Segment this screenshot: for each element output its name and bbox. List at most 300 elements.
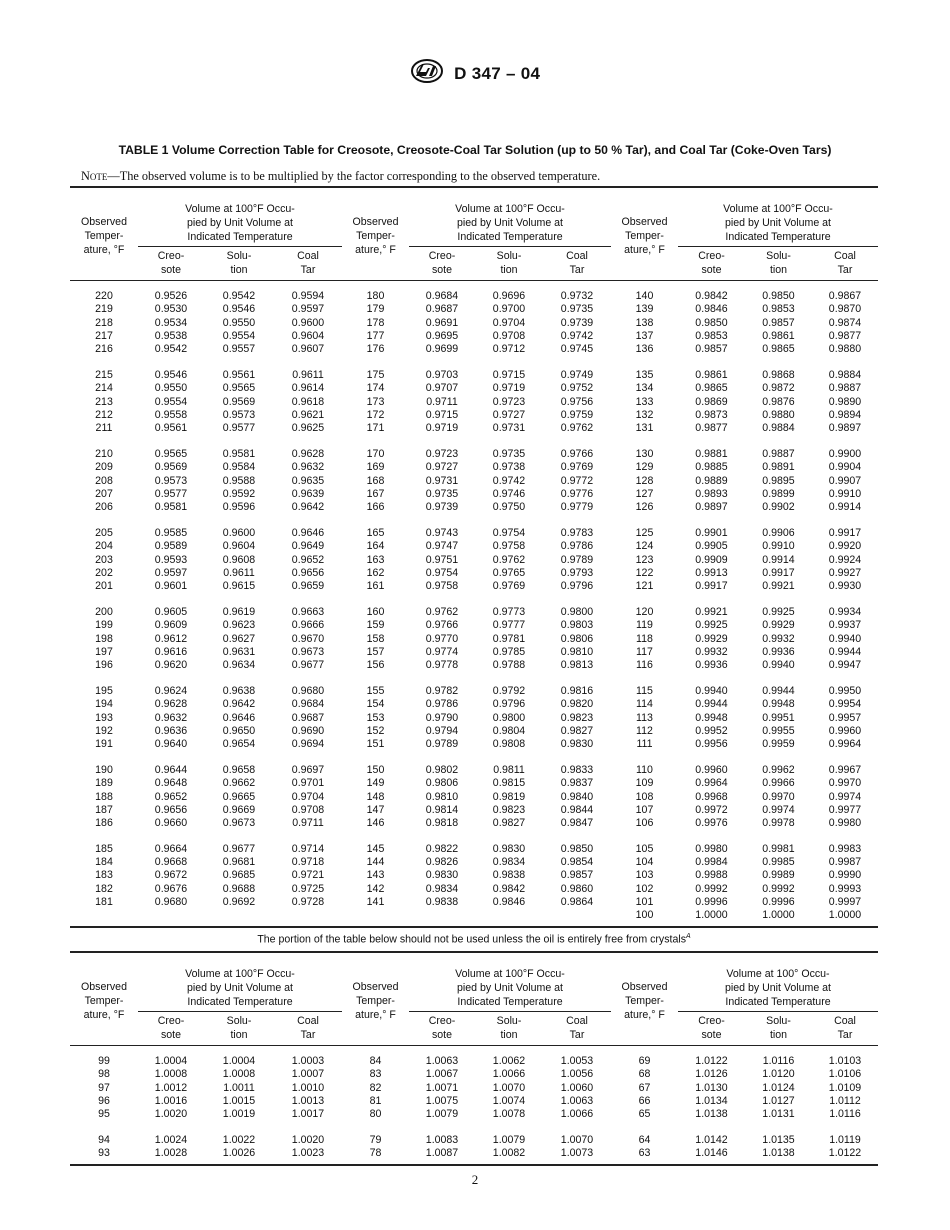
factor-cell: 0.9838 [492, 869, 526, 882]
temperature-cell: 186 [95, 817, 113, 830]
spacer-row [70, 830, 878, 843]
factor-cell: 0.9738 [492, 461, 526, 474]
factor-cell: 1.0016 [154, 1094, 188, 1107]
factor-cell: 0.9887 [762, 447, 795, 460]
table-row [70, 685, 878, 698]
observed-temperature-header-line: Temper- [84, 230, 124, 242]
solution-header-line: tion [769, 1029, 788, 1041]
volume-header-line: pied by Unit Volume at [725, 982, 831, 994]
temperature-cell: 166 [366, 501, 385, 514]
factor-cell: 0.9612 [154, 632, 188, 645]
factor-cell: 0.9951 [762, 711, 795, 724]
temperature-cell: 199 [95, 619, 113, 632]
factor-cell: 1.0063 [560, 1094, 594, 1107]
temperature-cell: 135 [635, 368, 654, 381]
factor-cell: 0.9838 [425, 896, 459, 909]
temperature-cell: 185 [95, 842, 113, 855]
factor-cell: 0.9789 [560, 553, 594, 566]
factor-cell: 0.9842 [695, 290, 728, 302]
factor-cell: 0.9988 [695, 869, 728, 882]
creosote-header [409, 247, 475, 281]
factor-cell: 0.9746 [492, 487, 526, 500]
factor-cell: 1.0116 [762, 1055, 795, 1067]
table-row [70, 330, 878, 343]
factor-cell: 0.9844 [560, 803, 594, 816]
creosote-header-line: sote [701, 264, 722, 276]
factor-cell: 0.9615 [222, 580, 256, 593]
volume-header-line: Volume at 100°F Occu- [723, 203, 833, 215]
factor-cell: 0.9690 [291, 724, 325, 737]
factor-cell: 0.9614 [291, 382, 325, 395]
factor-cell: 0.9806 [560, 632, 594, 645]
factor-cell: 0.9581 [154, 501, 188, 514]
factor-cell: 0.9967 [828, 763, 862, 776]
factor-cell: 0.9711 [426, 395, 458, 408]
factor-cell: 1.0146 [678, 1147, 745, 1164]
creosote-header-line: sote [160, 1029, 182, 1041]
factor-cell: 0.9980 [828, 817, 862, 830]
factor-cell: 0.9996 [695, 896, 728, 909]
temperature-cell: 190 [95, 763, 113, 776]
factor-cell: 0.9950 [828, 684, 862, 697]
observed-temperature-header-line: Temper- [625, 230, 664, 242]
factor-cell: 0.9558 [154, 408, 188, 421]
header-row [70, 952, 878, 1012]
table-row [70, 1055, 878, 1068]
factor-cell: 0.9569 [154, 461, 188, 474]
volume-header [138, 952, 342, 1012]
factor-cell: 0.9827 [560, 724, 594, 737]
factor-cell: 0.9687 [425, 303, 459, 316]
table-row [70, 580, 878, 593]
factor-cell: 0.9847 [560, 817, 594, 830]
factor-cell: 1.0070 [560, 1133, 594, 1146]
observed-temperature-header-line: ature, °F [83, 244, 125, 256]
temperature-cell: 143 [366, 869, 385, 882]
factor-cell: 0.9937 [828, 619, 862, 632]
factor-cell: 0.9550 [222, 316, 256, 329]
factor-cell [204, 909, 274, 926]
factor-cell: 0.9974 [762, 803, 795, 816]
temperature-cell: 219 [95, 303, 113, 316]
volume-correction-table-1 [70, 186, 878, 928]
factor-cell: 1.0078 [492, 1108, 526, 1121]
factor-cell: 0.9914 [828, 501, 862, 514]
factor-cell: 0.9944 [695, 698, 728, 711]
factor-cell: 0.9684 [291, 698, 325, 711]
volume-header-line: pied by Unit Volume at [457, 217, 563, 229]
temperature-cell: 80 [369, 1108, 382, 1121]
factor-cell: 0.9694 [291, 738, 325, 751]
observed-temperature-header [342, 952, 409, 1046]
table-row [70, 712, 878, 725]
temperature-cell: 132 [635, 408, 654, 421]
factor-cell: 0.9627 [222, 632, 256, 645]
factor-cell: 0.9864 [560, 896, 594, 909]
factor-cell [475, 909, 543, 926]
volume-header-line: Indicated Temperature [187, 231, 293, 243]
factor-cell: 0.9680 [291, 684, 325, 697]
factor-cell: 0.9635 [291, 474, 325, 487]
temperature-cell: 118 [636, 632, 653, 645]
temperature-cell: 134 [635, 382, 654, 395]
factor-cell: 0.9665 [222, 790, 256, 803]
factor-cell: 0.9616 [154, 645, 188, 658]
factor-cell: 0.9808 [492, 738, 526, 751]
temperature-cell: 140 [635, 290, 654, 302]
factor-cell: 0.9701 [291, 777, 325, 790]
factor-cell: 0.9786 [425, 698, 459, 711]
factor-cell: 0.9669 [222, 803, 256, 816]
factor-cell: 0.9708 [492, 329, 526, 342]
factor-cell: 0.9989 [762, 869, 795, 882]
table-row [70, 817, 878, 830]
factor-cell: 0.9822 [425, 842, 459, 855]
factor-cell: 1.0020 [291, 1133, 325, 1146]
temperature-cell: 214 [95, 382, 113, 395]
creosote-header [138, 1012, 204, 1046]
factor-cell: 0.9932 [695, 645, 728, 658]
table-row [70, 1068, 878, 1081]
factor-cell: 0.9642 [291, 501, 325, 514]
temperature-cell: 197 [95, 645, 113, 658]
temperature-cell: 216 [95, 343, 113, 356]
creosote-header-line: Creo- [428, 250, 456, 262]
factor-cell: 1.0004 [222, 1055, 256, 1067]
volume-correction-table-2 [70, 951, 878, 1166]
spacer-row [70, 751, 878, 764]
factor-cell: 0.9936 [695, 659, 728, 672]
temperature-cell: 112 [636, 724, 653, 737]
factor-cell: 0.9981 [762, 842, 795, 855]
solution-header [204, 247, 274, 281]
factor-cell: 0.9769 [560, 461, 594, 474]
factor-cell: 1.0070 [492, 1081, 526, 1094]
factor-cell: 0.9588 [222, 474, 256, 487]
table-row [70, 475, 878, 488]
creosote-header [678, 247, 745, 281]
factor-cell: 0.9811 [493, 763, 525, 776]
factor-cell: 0.9944 [762, 684, 795, 697]
factor-cell: 0.9534 [154, 316, 188, 329]
factor-cell: 0.9895 [762, 474, 795, 487]
factor-cell: 0.9917 [695, 580, 728, 593]
factor-cell: 0.9554 [154, 395, 188, 408]
coal-tar-header-line: Coal [297, 1015, 319, 1027]
temperature-cell: 131 [635, 422, 654, 435]
factor-cell: 0.9684 [425, 290, 459, 302]
solution-header-line: tion [500, 1029, 518, 1041]
table-row [70, 606, 878, 619]
factor-cell: 0.9680 [154, 896, 188, 909]
temperature-cell: 104 [635, 856, 654, 869]
volume-header-line: pied by Unit Volume at [725, 217, 831, 229]
temperature-cell: 82 [369, 1081, 382, 1094]
factor-cell: 0.9932 [762, 632, 795, 645]
temperature-cell: 127 [635, 487, 654, 500]
factor-cell: 1.0071 [425, 1081, 459, 1094]
temperature-cell: 95 [98, 1108, 110, 1121]
factor-cell: 1.0124 [762, 1081, 795, 1094]
factor-cell: 1.0013 [291, 1094, 325, 1107]
portion-warning [70, 933, 878, 946]
factor-cell: 0.9861 [695, 368, 728, 381]
coal-tar-header-line: Tar [300, 264, 316, 276]
volume-header-line: Volume at 100°F Occu- [455, 968, 565, 980]
temperature-cell: 194 [95, 698, 113, 711]
factor-cell: 0.9793 [560, 566, 594, 579]
temperature-cell: 99 [98, 1055, 110, 1067]
temperature-cell: 161 [366, 580, 385, 593]
temperature-cell: 160 [366, 605, 385, 618]
factor-cell: 0.9589 [154, 540, 188, 553]
temperature-cell: 178 [366, 316, 385, 329]
solution-header-line: tion [769, 264, 788, 276]
factor-cell: 0.9735 [492, 447, 526, 460]
factor-cell: 0.9930 [828, 580, 862, 593]
table-row [70, 698, 878, 711]
factor-cell: 0.9970 [762, 790, 795, 803]
factor-cell: 0.9921 [762, 580, 795, 593]
temperature-cell: 103 [635, 869, 654, 882]
factor-cell: 0.9929 [695, 632, 728, 645]
factor-cell: 0.9766 [425, 619, 459, 632]
factor-cell: 0.9772 [560, 474, 594, 487]
temperature-cell: 129 [635, 461, 654, 474]
creosote-header-line: Creo- [157, 250, 185, 262]
temperature-cell: 156 [366, 659, 385, 672]
factor-cell: 0.9649 [291, 540, 325, 553]
factor-cell: 0.9542 [222, 290, 256, 302]
factor-cell: 1.0119 [829, 1133, 861, 1146]
table-row [70, 448, 878, 461]
temperature-cell: 203 [95, 553, 113, 566]
factor-cell: 0.9940 [828, 632, 862, 645]
factor-cell: 0.9846 [695, 303, 728, 316]
factor-cell: 0.9834 [425, 882, 459, 895]
temperature-cell: 192 [95, 724, 113, 737]
factor-cell: 0.9940 [762, 659, 795, 672]
factor-cell: 0.9762 [425, 605, 459, 618]
temperature-cell: 205 [95, 526, 113, 539]
solution-header [475, 1012, 543, 1046]
factor-cell: 0.9656 [154, 803, 188, 816]
factor-cell: 1.0126 [695, 1068, 728, 1081]
temperature-cell: 164 [366, 540, 385, 553]
coal-tar-header-line: Tar [837, 1029, 853, 1041]
coal-tar-header-line: Coal [566, 1015, 588, 1027]
table-row [70, 303, 878, 316]
factor-cell: 0.9779 [560, 501, 594, 514]
factor-cell: 0.9642 [222, 698, 256, 711]
factor-cell: 0.9672 [154, 869, 188, 882]
observed-temperature-header-line: ature,° F [624, 1009, 665, 1021]
factor-cell: 0.9660 [154, 817, 188, 830]
observed-temperature-header [70, 952, 138, 1046]
factor-cell: 0.9814 [425, 803, 459, 816]
temperature-cell: 148 [366, 790, 385, 803]
factor-cell: 1.0109 [828, 1081, 862, 1094]
table-row [70, 619, 878, 632]
factor-cell: 0.9846 [492, 896, 526, 909]
factor-cell: 0.9954 [828, 698, 862, 711]
factor-cell: 0.9530 [154, 303, 188, 316]
factor-cell: 0.9648 [154, 777, 188, 790]
factor-cell: 0.9759 [560, 408, 594, 421]
table-row [70, 527, 878, 540]
factor-cell: 1.0135 [762, 1133, 795, 1146]
factor-cell: 0.9765 [492, 566, 526, 579]
factor-cell: 0.9874 [828, 316, 862, 329]
volume-header-line: Volume at 100°F Occu- [455, 203, 565, 215]
factor-cell: 0.9732 [560, 290, 594, 302]
factor-cell: 0.9652 [154, 790, 188, 803]
factor-cell: 0.9727 [425, 461, 459, 474]
table-row [70, 896, 878, 909]
factor-cell: 0.9623 [222, 619, 256, 632]
temperature-cell: 98 [98, 1068, 110, 1081]
factor-cell: 0.9666 [291, 619, 325, 632]
factor-cell: 0.9881 [695, 447, 728, 460]
table-row [70, 738, 878, 751]
factor-cell: 0.9681 [222, 856, 256, 869]
factor-cell: 0.9802 [425, 763, 459, 776]
factor-cell: 0.9628 [291, 447, 325, 460]
temperature-cell: 180 [366, 290, 385, 302]
temperature-cell: 220 [95, 290, 113, 302]
factor-cell: 0.9990 [828, 869, 862, 882]
factor-cell: 0.9934 [828, 605, 862, 618]
coal-tar-header-line: Tar [569, 1029, 585, 1041]
table-row [70, 290, 878, 303]
factor-cell: 0.9893 [695, 487, 728, 500]
temperature-cell: 97 [98, 1081, 110, 1094]
creosote-header-line: Creo- [157, 1015, 185, 1027]
factor-cell: 0.9735 [560, 303, 594, 316]
factor-cell: 0.9747 [425, 540, 459, 553]
factor-cell: 0.9792 [492, 684, 526, 697]
factor-cell: 0.9611 [292, 368, 324, 381]
factor-cell: 0.9977 [828, 803, 862, 816]
factor-cell: 0.9978 [762, 817, 795, 830]
temperature-cell: 181 [95, 896, 113, 909]
temperature-cell: 153 [366, 711, 385, 724]
factor-cell: 0.9987 [828, 856, 862, 869]
factor-cell: 0.9924 [828, 553, 862, 566]
factor-cell: 0.9687 [291, 711, 325, 724]
factor-cell: 0.9565 [154, 447, 188, 460]
observed-temperature-header-line: Observed [621, 216, 668, 228]
factor-cell: 0.9621 [291, 408, 325, 421]
factor-cell: 1.0000 [678, 909, 745, 926]
factor-cell: 0.9830 [560, 738, 594, 751]
factor-cell: 1.0056 [560, 1068, 594, 1081]
factor-cell: 0.9703 [425, 368, 459, 381]
factor-cell: 0.9704 [492, 316, 526, 329]
factor-cell: 0.9581 [222, 447, 256, 460]
factor-cell: 0.9654 [222, 738, 256, 751]
creosote-header-line: sote [701, 1029, 722, 1041]
temperature-cell: 63 [611, 1147, 678, 1164]
factor-cell: 0.9880 [762, 408, 795, 421]
observed-temperature-header-line: Observed [621, 981, 668, 993]
factor-cell: 0.9782 [425, 684, 459, 697]
creosote-header [138, 247, 204, 281]
table-title: TABLE 1 Volume Correction Table for Creosote, Creosote-Coal Tar Solution (up to 50 % Tar), and Coal Tar (Coke-Oven Tars) [118, 143, 832, 157]
volume-header [409, 952, 611, 1012]
creosote-header-line: sote [431, 1029, 453, 1041]
factor-cell: 0.9964 [695, 777, 728, 790]
factor-cell: 0.9927 [828, 566, 862, 579]
factor-cell: 1.0000 [745, 909, 812, 926]
factor-cell: 0.9639 [291, 487, 325, 500]
factor-cell: 0.9917 [762, 566, 795, 579]
factor-cell: 0.9901 [695, 526, 728, 539]
coal-tar-header [812, 247, 878, 281]
volume-header-line: pied by Unit Volume at [187, 217, 293, 229]
factor-cell: 0.9699 [425, 343, 459, 356]
page-number: 2 [471, 1172, 479, 1187]
factor-cell: 0.9742 [492, 474, 526, 487]
factor-cell: 1.0012 [154, 1081, 188, 1094]
solution-header [745, 247, 812, 281]
temperature-cell: 172 [366, 408, 385, 421]
solution-header-line: tion [230, 1029, 248, 1041]
temperature-cell: 78 [342, 1147, 409, 1164]
table-row [70, 1108, 878, 1121]
factor-cell: 0.9948 [695, 711, 728, 724]
factor-cell: 0.9913 [695, 566, 728, 579]
factor-cell: 0.9850 [695, 316, 728, 329]
temperature-cell: 204 [95, 540, 113, 553]
factor-cell: 0.9676 [154, 882, 188, 895]
factor-cell: 0.9778 [425, 659, 459, 672]
table-row [70, 843, 878, 856]
temperature-cell: 171 [366, 422, 385, 435]
factor-cell: 0.9867 [828, 290, 862, 302]
factor-cell: 0.9957 [828, 711, 862, 724]
factor-cell: 0.9906 [762, 526, 795, 539]
factor-cell: 0.9920 [828, 540, 862, 553]
factor-cell: 0.9728 [291, 896, 325, 909]
solution-header [745, 1012, 812, 1046]
observed-temperature-header-line: Observed [352, 981, 399, 993]
factor-cell: 0.9865 [762, 343, 795, 356]
factor-cell: 0.9707 [425, 382, 459, 395]
factor-cell: 0.9890 [828, 395, 862, 408]
coal-tar-header-line: Tar [837, 264, 853, 276]
temperature-cell: 123 [635, 553, 654, 566]
factor-cell: 0.9816 [560, 684, 594, 697]
factor-cell: 0.9794 [425, 724, 459, 737]
factor-cell: 0.9980 [695, 842, 728, 855]
factor-cell: 0.9860 [560, 882, 594, 895]
coal-tar-header [543, 247, 611, 281]
factor-cell: 0.9966 [762, 777, 795, 790]
factor-cell: 0.9619 [222, 605, 256, 618]
factor-cell: 0.9880 [828, 343, 862, 356]
factor-cell: 0.9826 [425, 856, 459, 869]
factor-cell: 0.9868 [762, 368, 795, 381]
temperature-cell: 188 [95, 790, 113, 803]
factor-cell: 0.9735 [425, 487, 459, 500]
factor-cell: 0.9904 [828, 461, 862, 474]
factor-cell: 1.0106 [828, 1068, 862, 1081]
factor-cell: 0.9584 [222, 461, 256, 474]
factor-cell: 0.9910 [762, 540, 795, 553]
factor-cell: 0.9781 [492, 632, 526, 645]
factor-cell: 0.9723 [492, 395, 526, 408]
